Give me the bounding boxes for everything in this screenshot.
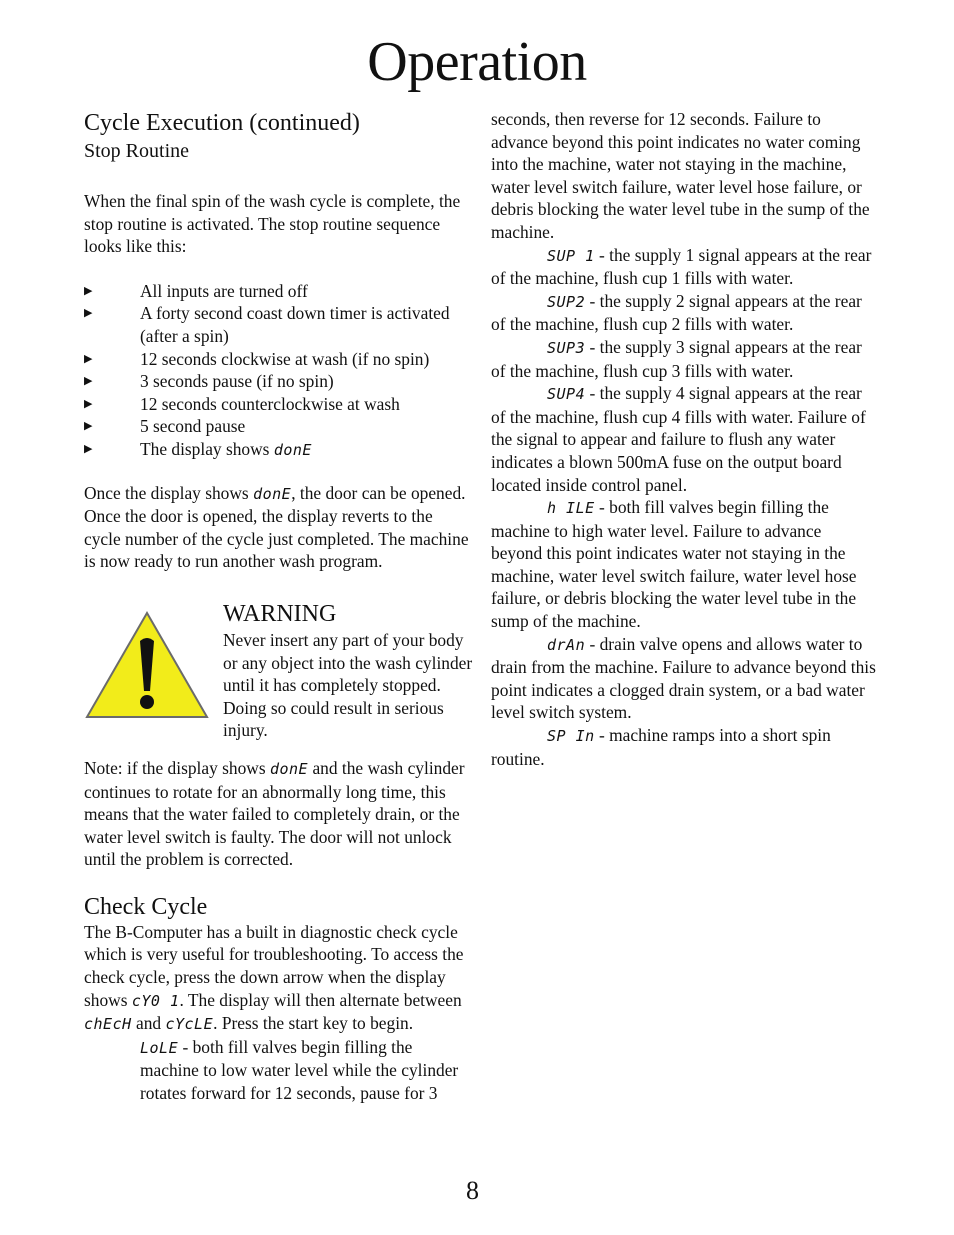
warning-triangle-icon (84, 609, 210, 721)
note-paragraph: Note: if the display shows donE and the wash cylinder continues to rotate for an abnormally long time, this means that the water failed to completely drain, or the water level switch is faulty. The door will not unlock until the problem is corrected. (84, 757, 465, 870)
display-code: SUP4 (547, 385, 586, 404)
lole-paragraph: LoLE - both fill valves begin filling the machine to low water level while the cylinder rotates forward for 12 seconds, pause for 3 (140, 1036, 459, 1104)
warning-text-block (223, 599, 473, 742)
triangle-right-icon: ▶ (84, 375, 93, 388)
sup1-paragraph: SUP 1 - the supply 1 signal appears at the rear of the machine, flush cup 1 fills with water. (491, 244, 872, 289)
warning-text: Never insert any part of your body or any object into the wash cylinder until it has completely stopped. Doing so could result in serious injury. (223, 629, 473, 741)
subsection-heading: Stop Routine (84, 140, 190, 162)
triangle-right-icon: ▶ (84, 442, 93, 455)
warning-box (84, 599, 473, 741)
spin-paragraph: SP In - machine ramps into a short spin routine. (491, 725, 831, 769)
display-code: chEcH (84, 1015, 132, 1034)
triangle-right-icon: ▶ (84, 284, 93, 297)
triangle-right-icon: ▶ (84, 397, 93, 410)
display-code: SUP3 (547, 338, 586, 357)
display-code: LoLE (140, 1038, 179, 1057)
page-number: 8 (466, 1176, 479, 1205)
door-paragraph: Once the display shows donE, the door can be opened. Once the door is opened, the display reverts to the cycle number of the cycle just completed. The machine is now ready to run another wash program. (84, 482, 469, 572)
list-item: ▶ 12 seconds clockwise at wash (if no spin) (84, 348, 430, 369)
display-code: SUP 1 (547, 246, 595, 265)
display-code: donE (269, 759, 309, 778)
list-item: ▶ 12 seconds counterclockwise at wash (84, 393, 400, 414)
drain-paragraph: drAn - drain valve opens and allows water to drain from the machine. Failure to advance beyond this point indicates a clogged drain system, or a bad water level switch system. (491, 633, 876, 723)
hile-paragraph: h ILE - both fill valves begin filling the machine to high water level. Failure to advance beyond this point indicates water not staying in the machine, water level switch failure, water level hose failure, or debris blocking the water level tube in the sump of the machine. (491, 497, 857, 632)
triangle-right-icon: ▶ (84, 307, 93, 320)
display-code: drAn (547, 635, 586, 654)
list-item: ▶ 3 seconds pause (if no spin) (84, 371, 334, 392)
display-code: h ILE (547, 499, 595, 518)
display-code: cY0 1 (131, 991, 180, 1010)
sup4-paragraph: SUP4 - the supply 4 signal appears at the rear of the machine, flush cup 4 fills with water. Failure of the signal to appear and failure to flush any water indicates a blown 500mA fuse on the output board located inside control panel. (491, 383, 866, 495)
display-code: SP In (547, 727, 595, 746)
left-column (84, 108, 473, 1105)
check-cycle-paragraph: The B-Computer has a built in diagnostic check cycle which is very useful for troubleshooting. To access the check cycle, press the down arrow when the display shows cY0 1. The display will then alternate between chEcH and cYcLE. Press the start key to begin. (84, 921, 464, 1034)
display-code: donE (253, 484, 292, 503)
display-code: SUP2 (547, 292, 586, 311)
warning-title: WARNING (223, 600, 337, 627)
triangle-right-icon: ▶ (84, 352, 93, 365)
section-heading: Cycle Execution (continued) (84, 110, 360, 136)
check-cycle-heading: Check Cycle (84, 893, 208, 920)
display-code: donE (273, 440, 312, 459)
triangle-right-icon: ▶ (84, 420, 93, 433)
intro-paragraph: When the final spin of the wash cycle is complete, the stop routine is activated. The stop routine sequence looks like this: (84, 191, 461, 257)
stop-routine-list (84, 280, 469, 462)
list-item: ▶ A forty second coast down timer is activated (after a spin) (84, 303, 450, 346)
list-item: ▶ The display shows donE (84, 438, 312, 459)
list-item: ▶ 5 second pause (84, 416, 246, 437)
sup3-paragraph: SUP3 - the supply 3 signal appears at the rear of the machine, flush cup 3 fills with water. (491, 336, 862, 381)
right-column (491, 108, 876, 770)
display-code: cYcLE (165, 1015, 214, 1034)
continued-paragraph: seconds, then reverse for 12 seconds. Failure to advance beyond this point indicates no water coming into the machine, water not staying in the machine, water level switch failure, water level hose failure, or debris blocking the water level tube in the sump of the machine. (491, 109, 870, 242)
sup2-paragraph: SUP2 - the supply 2 signal appears at the rear of the machine, flush cup 2 fills with water. (491, 290, 862, 335)
list-item: ▶ All inputs are turned off (84, 280, 308, 301)
page-title: Operation (367, 31, 587, 93)
